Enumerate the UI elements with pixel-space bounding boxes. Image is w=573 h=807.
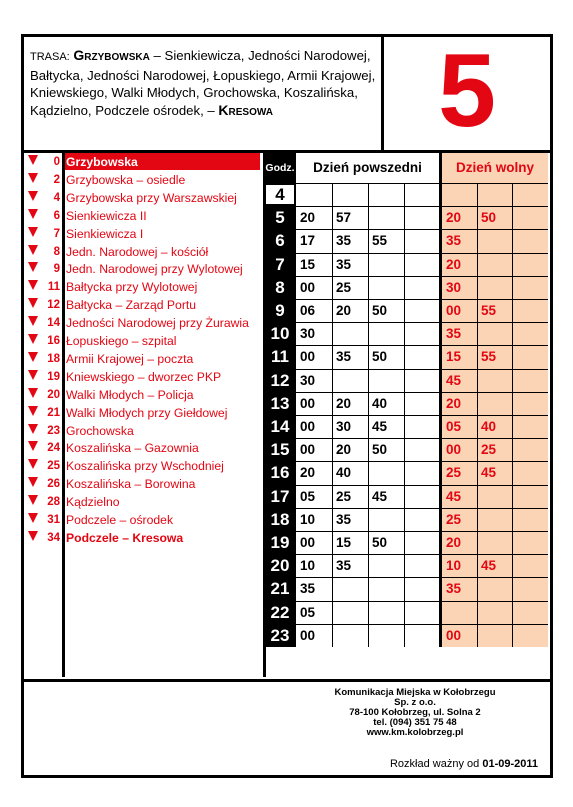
stop-name: Grzybowska — [66, 155, 138, 169]
stop-name: Grochowska — [66, 423, 134, 438]
stop-minutes: 6 — [53, 209, 60, 222]
stop-name: Grzybowska przy Warszawskiej — [66, 190, 237, 205]
departure-weekend: 55 — [481, 349, 497, 365]
stop-row — [24, 422, 264, 440]
departure-weekend: 45 — [481, 558, 497, 574]
departure-weekend: 00 — [446, 442, 462, 458]
stop-row — [24, 243, 264, 261]
departure-weekday: 00 — [300, 627, 316, 643]
triangle-down-icon — [28, 280, 38, 290]
triangle-down-icon — [28, 191, 38, 201]
stop-minutes: 12 — [47, 299, 60, 312]
departure-weekday: 00 — [300, 419, 316, 434]
stop-row — [24, 296, 264, 314]
route-description — [30, 47, 380, 119]
stop-name: Bałtycka – Zarząd Portu — [66, 298, 197, 313]
departure-weekday: 35 — [336, 349, 352, 365]
hour-cell: 8 — [275, 277, 285, 297]
departure-weekend: 30 — [446, 279, 462, 295]
stop-row — [24, 189, 264, 207]
stop-row — [24, 332, 264, 350]
triangle-down-icon — [28, 459, 38, 469]
triangle-down-icon — [28, 245, 38, 255]
triangle-down-icon — [28, 173, 38, 183]
stop-name: Koszalińska przy Wschodniej — [66, 459, 224, 474]
hour-cell: 7 — [275, 254, 285, 274]
hour-cell: 9 — [275, 301, 285, 320]
departure-weekday: 15 — [336, 535, 352, 550]
departure-weekend: 15 — [446, 349, 462, 365]
stop-row — [24, 260, 264, 278]
departure-weekend: 40 — [481, 419, 497, 434]
stop-list — [24, 153, 262, 677]
departure-weekday: 00 — [300, 395, 316, 411]
departure-weekday: 05 — [300, 488, 316, 504]
stop-row — [24, 457, 264, 475]
departure-weekend: 45 — [446, 488, 462, 504]
departure-weekday: 30 — [300, 372, 316, 388]
stop-minutes: 24 — [47, 442, 60, 455]
hour-header: Godz. — [265, 162, 295, 174]
triangle-down-icon — [28, 406, 38, 416]
stop-name: Armii Krajowej – poczta — [66, 351, 194, 366]
footer — [24, 679, 550, 778]
stop-minutes: 34 — [47, 531, 60, 544]
stop-minutes: 8 — [53, 245, 60, 258]
departure-weekend: 50 — [481, 210, 497, 226]
stop-minutes: 25 — [47, 460, 60, 473]
stop-row — [24, 368, 264, 386]
line-number-box — [381, 33, 550, 150]
hour-cell: 12 — [270, 370, 290, 390]
departure-weekday: 35 — [300, 581, 316, 597]
hour-cell: 19 — [270, 533, 290, 552]
departure-weekend: 55 — [481, 303, 497, 318]
triangle-down-icon — [28, 531, 38, 541]
stop-minutes: 20 — [47, 388, 60, 401]
stop-row — [24, 171, 264, 189]
timetable-frame — [21, 34, 553, 778]
stop-name: Grzybowska – osiedle — [66, 172, 186, 187]
stop-row — [24, 153, 264, 171]
departure-weekend: 45 — [481, 465, 497, 481]
route-header — [24, 33, 550, 153]
departure-weekday: 50 — [372, 535, 388, 550]
hour-cell: 13 — [270, 393, 290, 413]
departure-weekday: 35 — [336, 558, 352, 574]
departure-weekday: 25 — [336, 488, 352, 504]
departure-weekend: 00 — [446, 303, 462, 318]
stop-name: Bałtycka przy Wylotowej — [66, 280, 198, 295]
stop-name: Walki Młodych – Policja — [66, 387, 194, 402]
departure-weekday: 35 — [336, 256, 352, 272]
departure-weekend: 10 — [446, 558, 462, 574]
route-end: Kresowa — [218, 101, 273, 118]
stop-name: Walki Młodych przy Giełdowej — [66, 405, 228, 420]
triangle-down-icon — [28, 334, 38, 344]
departure-weekday: 20 — [336, 303, 352, 318]
departure-weekday: 00 — [300, 279, 316, 295]
hour-cell: 4 — [264, 183, 296, 206]
stop-name: Koszalińska – Borowina — [66, 477, 196, 492]
stop-row — [24, 529, 264, 547]
departure-weekend: 20 — [446, 535, 462, 550]
stop-minutes: 31 — [47, 514, 60, 526]
departure-weekend: 35 — [446, 581, 462, 597]
triangle-down-icon — [28, 388, 38, 398]
triangle-down-icon — [28, 513, 38, 523]
weekday-header: Dzień powszedni — [313, 160, 422, 175]
hour-cell: 22 — [270, 602, 290, 622]
stop-minutes: 26 — [47, 478, 60, 491]
stop-name: Jedn. Narodowej przy Wylotowej — [66, 262, 243, 277]
triangle-down-icon — [28, 424, 38, 434]
stop-name: Jedn. Narodowej – kościół — [66, 244, 209, 259]
hour-cell: 18 — [270, 509, 290, 529]
validity-note — [390, 758, 538, 770]
departure-weekday: 35 — [336, 233, 352, 249]
weekend-header: Dzień wolny — [455, 160, 534, 175]
stop-name: Sienkiewicza II — [66, 208, 147, 223]
stop-minutes: 7 — [53, 227, 60, 240]
departure-weekend: 20 — [446, 256, 462, 272]
stop-row — [24, 386, 264, 404]
stop-row — [24, 278, 264, 296]
departure-weekday: 05 — [300, 604, 316, 620]
departure-weekday: 20 — [300, 465, 316, 481]
stop-name: Jedności Narodowej przy Żurawia — [66, 316, 249, 331]
row-line — [296, 369, 548, 370]
departure-weekend: 25 — [446, 465, 462, 481]
company-form: Sp. z o.o. — [394, 697, 436, 708]
stop-name: Koszalińska – Gazownia — [66, 441, 199, 456]
departure-weekday: 17 — [300, 233, 316, 249]
route-label: TRASA: — [30, 51, 70, 63]
departure-weekday: 20 — [300, 210, 316, 226]
stop-row — [24, 404, 264, 422]
stop-minutes: 0 — [53, 156, 60, 168]
stop-minutes: 16 — [47, 335, 60, 347]
triangle-down-icon — [28, 495, 38, 505]
hour-cell: 6 — [275, 231, 285, 251]
company-info — [290, 688, 540, 738]
departure-weekend: 45 — [446, 372, 462, 388]
departure-weekend: 20 — [446, 210, 462, 226]
stop-row — [24, 493, 264, 511]
row-line — [296, 601, 548, 602]
stop-name: Kniewskiego – dworzec PKP — [66, 369, 222, 384]
line-number: 5 — [438, 33, 496, 149]
hour-cell: 10 — [270, 324, 290, 344]
stop-row — [24, 475, 264, 493]
stop-minutes: 18 — [47, 352, 60, 365]
departure-weekday: 00 — [300, 349, 316, 365]
stop-row — [24, 439, 264, 457]
departure-weekday: 06 — [300, 303, 316, 318]
company-name: Komunikacja Miejska w Kołobrzegu — [334, 687, 496, 698]
departure-weekday: 00 — [300, 535, 316, 550]
stop-name: Kądzielno — [66, 495, 120, 510]
stop-minutes: 2 — [53, 173, 60, 186]
triangle-down-icon — [28, 477, 38, 487]
departure-weekend: 05 — [446, 419, 462, 434]
triangle-down-icon — [28, 155, 38, 165]
stop-row — [24, 314, 264, 332]
triangle-down-icon — [28, 262, 38, 272]
departure-weekend: 35 — [446, 233, 462, 249]
departure-weekday: 50 — [372, 349, 388, 365]
triangle-down-icon — [28, 298, 38, 308]
stop-row — [24, 511, 264, 529]
company-phone: tel. (094) 351 75 48 — [373, 717, 457, 728]
departure-weekday: 40 — [372, 395, 388, 411]
stop-minutes: 23 — [47, 424, 60, 437]
triangle-down-icon — [28, 370, 38, 380]
departure-weekday: 20 — [336, 395, 352, 411]
triangle-down-icon — [28, 209, 38, 219]
departure-weekday: 45 — [372, 488, 388, 504]
departure-weekend: 00 — [446, 627, 462, 643]
departure-weekday: 57 — [336, 210, 352, 226]
departure-weekday: 25 — [336, 279, 352, 295]
hour-cell: 20 — [270, 556, 290, 576]
stop-name: Podczele – Kresowa — [66, 530, 184, 545]
hour-cell: 5 — [275, 208, 285, 228]
triangle-down-icon — [28, 441, 38, 451]
hour-cell: 16 — [270, 463, 290, 483]
stop-minutes: 14 — [47, 317, 60, 330]
departure-weekend: 35 — [446, 326, 462, 342]
stop-minutes: 21 — [47, 406, 60, 419]
departure-weekday: 40 — [336, 465, 352, 481]
departure-weekday: 20 — [336, 442, 352, 458]
departure-weekday: 10 — [300, 558, 316, 574]
stop-row — [24, 207, 264, 225]
stop-name: Łopuskiego – szpital — [66, 334, 177, 348]
company-address: 78-100 Kołobrzeg, ul. Solna 2 — [349, 707, 481, 718]
stop-row — [24, 225, 264, 243]
departure-weekday: 00 — [300, 442, 316, 458]
route-middle: – Sienkiewicza, Jedności Narodowej, Bałtycka, Jedności Narodowej, Łopuskiego, Armii Krajowej, Kniewskiego, Walki Młodych, Grochowska, Koszalińska, Kądzielno, Podczele ośrodek, – — [30, 48, 376, 118]
valid-label: Rozkład ważny od — [389, 758, 480, 770]
hour-cell: 23 — [270, 625, 290, 645]
stop-row — [24, 350, 264, 368]
header-line — [296, 183, 548, 184]
hour-cell: 17 — [270, 486, 290, 506]
departure-weekday: 45 — [372, 419, 388, 434]
departure-weekend: 25 — [446, 511, 462, 527]
hour-cell: 15 — [270, 440, 290, 460]
triangle-down-icon — [28, 352, 38, 362]
stop-minutes: 9 — [53, 263, 60, 276]
row-line — [296, 322, 548, 323]
stop-minutes: 28 — [47, 496, 60, 509]
stop-name: Podczele – ośrodek — [66, 513, 174, 527]
stop-minutes: 4 — [53, 191, 60, 204]
row-line — [296, 577, 548, 578]
departure-weekday: 50 — [372, 442, 388, 458]
triangle-down-icon — [28, 227, 38, 237]
stop-minutes: 11 — [47, 281, 60, 294]
departure-weekday: 15 — [300, 256, 316, 272]
stop-name: Sienkiewicza I — [66, 226, 144, 241]
departure-weekend: 20 — [446, 395, 462, 411]
triangle-down-icon — [28, 316, 38, 326]
valid-date: 01-09-2011 — [482, 758, 538, 770]
departure-weekday: 30 — [300, 326, 316, 342]
hour-cell: 14 — [270, 417, 290, 436]
departure-weekday: 30 — [336, 419, 352, 434]
departure-weekend: 25 — [481, 442, 497, 458]
departure-weekday: 35 — [336, 511, 352, 527]
company-website: www.km.kolobrzeg.pl — [366, 727, 464, 738]
stop-minutes: 19 — [47, 370, 60, 383]
hour-cell: 21 — [270, 579, 290, 599]
route-start: Grzybowska — [73, 47, 150, 63]
departure-weekday: 55 — [372, 233, 388, 249]
hour-cell: 11 — [271, 347, 289, 367]
departure-weekday: 50 — [372, 303, 388, 318]
departure-weekday: 10 — [300, 511, 316, 527]
row-line — [296, 624, 548, 625]
